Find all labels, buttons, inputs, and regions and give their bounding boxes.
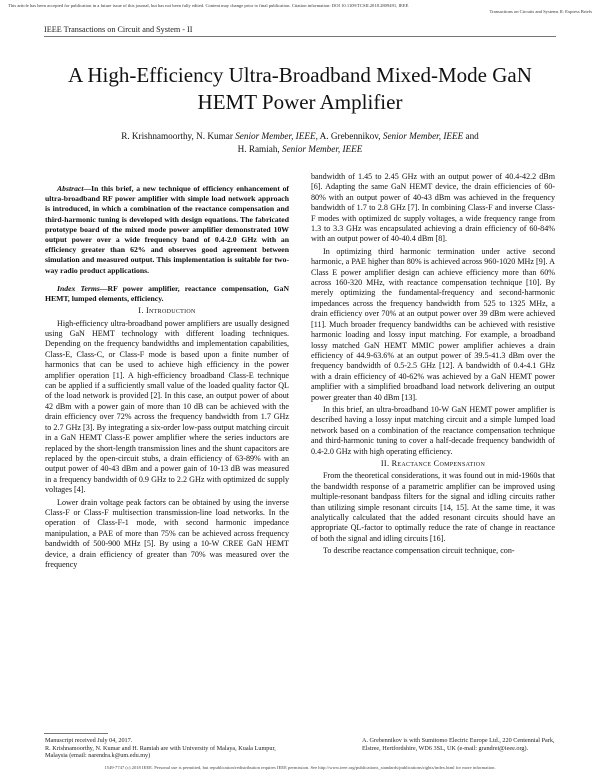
footnote-affiliation-sumitomo: A. Grebennikov is with Sumitomo Electric Europe Ltd., 220 Centennial Park, Elstree, Hertfordshire, WD6 3SL, UK (e-mail: grandrei@ieee.org). (362, 737, 555, 752)
copyright-notice: 1549-7747 (c) 2018 IEEE. Personal use is permitted, but republication/redistribution requires IEEE permission. See http://www.ieee.org/publications_standards/publications/rights/index.html for more information. (104, 765, 496, 770)
authors-and: and (463, 131, 479, 141)
author-line-2 (60, 143, 540, 156)
abstract-label: Abstract (57, 184, 84, 193)
author-list (60, 130, 540, 156)
author-affiliation-1: Senior Member, IEEE (235, 131, 316, 141)
index-terms-text: —RF power amplifier, reactance compensation, GaN HEMT, lumped elements, efficiency. (45, 283, 289, 304)
intro-paragraph-2-cont: bandwidth of 1.45 to 2.45 GHz with an output power of 40.4-42.2 dBm [6]. Adapting the same GaN HEMT device, the drain efficiencies of 60-80% with an output power of 40-43 dBm was achieved in the frequency bandwidth of 1.7 to 2.8 GHz [7]. In combining Class-F and inverse Class-F modes with optimized dc supply voltages, a wide frequency range from 1.3 to 3.3 GHz was encapsulated achieving a drain efficiency of 60-84% with an output power of 40-40.4 dBm [8]. (311, 172, 555, 244)
intro-paragraph-3: In optimizing third harmonic termination under active second harmonic, a PAE higher than 80% is achieved across 960-1020 MHz [9]. A Class E power amplifier design can achieve efficiency more than 60% across 160-320 MHz, with reactance compensation technique [10]. By merely optimizing the fundamental-frequency and second-harmonic impedances across the frequency bandwidth from 525 to 1325 MHz, a drain efficiency over 70% at an output power over 39 dBm were achieved [11]. Much broader frequency bandwidths can be achieved with resistive harmonic loading and lossy input matching. For example, a broadband lossy matched GaN HEMT MMIC power amplifier achieves a drain efficiency of 44.9-63.6% at an output power of 39.5-41.3 dBm over the frequency bandwidth of 0.5-2.5 GHz [12]. A bandwidth of 0.4-4.1 GHz with a drain efficiency of 40-62% was achieved by a GaN HEMT power amplifier with a simplified broadband load network delivering an output power greater than 40 dBm [13]. (311, 246, 555, 402)
author-affiliation-3: Senior Member, IEEE (282, 144, 363, 154)
author-affiliation-2: Senior Member, IEEE (382, 131, 464, 141)
intro-paragraph-1: High-efficiency ultra-broadband power amplifiers are usually designed using GaN HEMT technology with different loading techniques. Depending on the frequency bandwidths and implementation capabilities, Class-E, Class-C, or Class-F mode is based upon a finite number of harmonics that can be used to achieve high efficiency in the power amplifier operation [1]. A high-efficiency broadband Class-E technique can be applied if a sufficiently small value of the loaded quality factor QL of the load network is provided [2]. In this case, an output power of about 42 dBm with a power gain of more than 10 dB can be achieved with the drain efficiency over 72% across the frequency bandwidth from 1.7 GHz to 2.7 GHz [3]. By integrating a six-order low-pass output matching circuit in a GaN HEMT Class-E power amplifier where the series inductors are replaced by the short-length transmission lines and the shunt capacitors are replaced by the open-circuit stubs, a drain efficiency of 63-89% with an output power of 40-43 dBm and a power gain of 10-13 dB was measured in a frequency bandwidth of 0.9 GHz to 2.2 GHz with optimized dc supply voltages [4]. (45, 318, 289, 495)
footnote-right (362, 737, 562, 752)
left-column (45, 184, 289, 570)
header-rule (44, 36, 556, 37)
publication-notice-line2: Transactions on Circuits and Systems II: Express Briefs (489, 9, 592, 15)
footnote-affiliation-um: R. Krishnamoorthy, N. Kumar and H. Ramiah are with University of Malaya, Kuala Lumpur, Malaysia (email: narendra.k@um.edu.my) (45, 744, 276, 760)
footnote-left (45, 737, 289, 760)
index-terms-label: Index Terms (57, 283, 100, 293)
reactance-paragraph-1: From the theoretical considerations, it was found out in mid-1960s that the bandwidth response of a parametric amplifier can be improved using multiple-resonant bandpass filters for the signal and idling circuits rather than utilizing simple resonant circuits [14, 15]. At the same time, it was analytically calculated that the added resonant circuits should have an appropriate QL-factor to optimally reduce the rate of change in reactance of both the signal and idling circuits [16]. (311, 471, 555, 543)
section-heading-introduction: I. Introduction (138, 306, 196, 316)
intro-paragraph-4: In this brief, an ultra-broadband 10-W GaN HEMT power amplifier is described having a lossy input matching circuit and a simple lumped load network based on a combination of the reactance compensation technique and third-harmonic tuning to cover a half-decade frequency bandwidth of 0.4-2.0 GHz with high operating efficiency. (311, 404, 555, 456)
publication-notice-line1: This article has been accepted for publication in a future issue of this journal, but has not been fully edited. Content may change prior to final publication. Citation information: DOI 10.1109/TCSII.2018.2809491, IEEE (8, 3, 409, 8)
abstract-text: —In this brief, a new technique of efficiency enhancement of ultra-broadband RF power amplifier with simple load network approach is introduced, in which a combination of the reactance compensation and third-harmonic tuning is developed with design equations. The fabricated prototype board of the mixed mode power amplifier demonstrated 10W output power over a wide frequency band of 0.4-2.0 GHz with an efficiency greater than 62% and observes good agreement between simulation and measured output. This implementation is suitable for two-way radio product applications. (45, 184, 289, 275)
authors-names-1: R. Krishnamoorthy, N. Kumar (121, 131, 236, 141)
author-line-1 (60, 130, 540, 143)
authors-names-2: , A. Grebennikov, (315, 131, 383, 141)
reactance-paragraph-2: To describe reactance compensation circuit technique, con- (323, 546, 515, 556)
index-terms (45, 284, 289, 304)
authors-names-3: H. Ramiah, (237, 144, 283, 154)
abstract (45, 184, 289, 276)
section-heading-reactance: II. Reactance Compensation (380, 458, 486, 468)
right-column (311, 172, 555, 557)
footnote-rule (44, 733, 108, 734)
publication-notice (8, 3, 592, 15)
paper-title: A High-Efficiency Ultra-Broadband Mixed-Mode GaN HEMT Power Amplifier (68, 63, 532, 114)
journal-name: IEEE Transactions on Circuit and System - II (44, 25, 193, 34)
footnote-received: Manuscript received July 04, 2017. (45, 737, 133, 744)
intro-paragraph-2: Lower drain voltage peak factors can be obtained by using the inverse Class-F or Class-F multisection transmission-line load networks. In the operation of Class-F-1 mode, with second harmonic impedance manipulation, a PAE of more than 75% can be achieved across frequency bandwidth of 500-900 MHz [5]. By using a 10-W CREE GaN HEMT device, a drain efficiency of greater than 70% was measured over the frequency (45, 497, 289, 569)
